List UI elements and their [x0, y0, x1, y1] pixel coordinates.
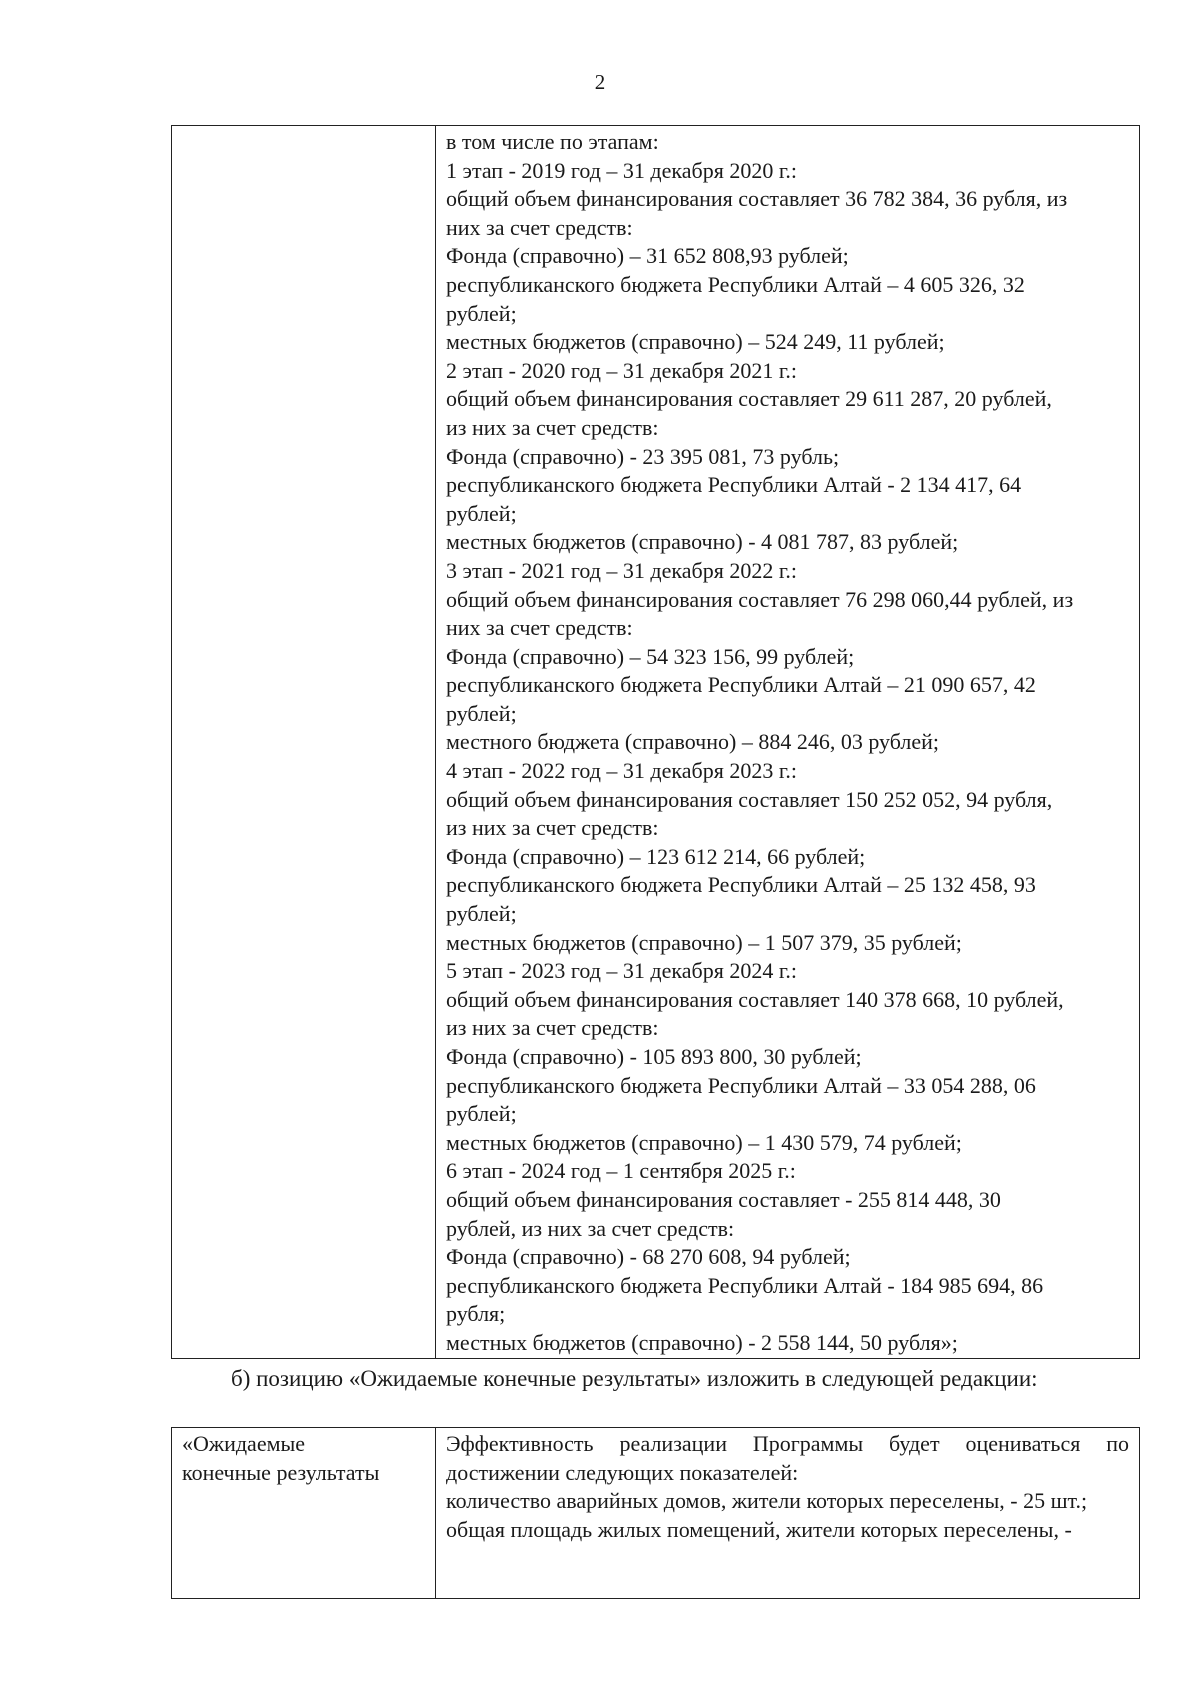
- financing-line: общий объем финансирования составляет 76 298 060,44 рублей, из: [446, 586, 1074, 612]
- financing-stage-6-heading: 6 этап - 2024 год – 1 сентября 2025 г.:: [446, 1158, 796, 1184]
- financing-line: общий объем финансирования составляет 29 611 287, 20 рублей,: [446, 386, 1052, 412]
- results-content-paragraph-2: [446, 1487, 1129, 1516]
- financing-line: из них за счет средств:: [446, 414, 659, 440]
- financing-line: Фонда (справочно) - 68 270 608, 94 рублей;: [446, 1244, 851, 1270]
- financing-line: республиканского бюджета Республики Алтай – 21 090 657, 42: [446, 672, 1036, 698]
- financing-line: общий объем финансирования составляет - 255 814 448, 30: [446, 1186, 1001, 1212]
- results-label-line: «Ожидаемые: [182, 1431, 306, 1456]
- financing-line: них за счет средств:: [446, 214, 633, 240]
- financing-line: Фонда (справочно) - 23 395 081, 73 рубль;: [446, 443, 840, 469]
- results-table: [171, 1427, 1140, 1599]
- results-content-paragraph-1: [446, 1430, 1129, 1487]
- financing-stage-2-heading: 2 этап - 2020 год – 31 декабря 2021 г.:: [446, 357, 797, 383]
- financing-line: Фонда (справочно) – 54 323 156, 99 рублей;: [446, 643, 855, 669]
- results-table-content-cell: [436, 1428, 1140, 1599]
- financing-line: Фонда (справочно) – 31 652 808,93 рублей;: [446, 243, 849, 269]
- financing-line: рублей;: [446, 700, 517, 726]
- financing-stage-3-heading: 3 этап - 2021 год – 31 декабря 2022 г.:: [446, 557, 797, 583]
- financing-table-content-cell: [436, 126, 1140, 1359]
- financing-line: них за счет средств:: [446, 615, 633, 641]
- financing-line: из них за счет средств:: [446, 815, 659, 841]
- financing-line: рублей;: [446, 500, 517, 526]
- financing-line: республиканского бюджета Республики Алтай - 2 134 417, 64: [446, 472, 1022, 498]
- results-content-line: количество аварийных домов, жители которых переселены, - 25: [446, 1488, 1046, 1514]
- page-number: 2: [594, 70, 606, 94]
- financing-line: местных бюджетов (справочно) - 2 558 144, 50 рубля»;: [446, 1329, 958, 1355]
- financing-stage-4-heading: 4 этап - 2022 год – 31 декабря 2023 г.:: [446, 758, 797, 784]
- financing-line: в том числе по этапам:: [446, 129, 659, 154]
- paragraph-b: б) позицию «Ожидаемые конечные результаты» изложить в следующей редакции:: [231, 1366, 1038, 1391]
- financing-line: республиканского бюджета Республики Алтай - 184 985 694, 86: [446, 1272, 1044, 1298]
- financing-table-row: [172, 126, 1140, 1359]
- financing-table-label-cell: [172, 126, 436, 1359]
- financing-line: общий объем финансирования составляет 36 782 384, 36 рубля, из: [446, 186, 1068, 212]
- results-label-line: конечные результаты: [182, 1459, 380, 1485]
- financing-line: общий объем финансирования составляет 150 252 052, 94 рубля,: [446, 786, 1053, 812]
- financing-line: рублей;: [446, 1101, 517, 1127]
- financing-line: местных бюджетов (справочно) – 524 249, 11 рублей;: [446, 329, 945, 355]
- financing-line: рублей;: [446, 901, 517, 927]
- financing-line: общий объем финансирования составляет 140 378 668, 10 рублей,: [446, 986, 1064, 1012]
- financing-line: республиканского бюджета Республики Алтай – 4 605 326, 32: [446, 271, 1025, 297]
- results-table-row: [172, 1428, 1140, 1599]
- financing-line: из них за счет средств:: [446, 1015, 659, 1041]
- financing-line: рублей, из них за счет средств:: [446, 1215, 735, 1241]
- financing-stage-1-heading: 1 этап - 2019 год – 31 декабря 2020 г.:: [446, 157, 797, 183]
- financing-table: [171, 125, 1140, 1359]
- financing-line: местных бюджетов (справочно) – 1 430 579, 74 рублей;: [446, 1129, 962, 1155]
- financing-line: Фонда (справочно) – 123 612 214, 66 рублей;: [446, 843, 866, 869]
- results-content-line: общая площадь жилых помещений, жители которых переселены, -: [446, 1516, 1072, 1542]
- results-content-line: достижении следующих показателей:: [446, 1459, 799, 1485]
- financing-line: рубля;: [446, 1301, 506, 1327]
- financing-line: республиканского бюджета Республики Алтай – 25 132 458, 93: [446, 872, 1036, 898]
- financing-line: местных бюджетов (справочно) - 4 081 787, 83 рублей;: [446, 529, 959, 555]
- financing-line: Фонда (справочно) - 105 893 800, 30 рублей;: [446, 1044, 862, 1069]
- financing-line: республиканского бюджета Республики Алтай – 33 054 288, 06: [446, 1072, 1036, 1098]
- financing-stage-5-heading: 5 этап - 2023 год – 31 декабря 2024 г.:: [446, 958, 797, 984]
- financing-line: рублей;: [446, 300, 517, 326]
- results-content-line: шт.;: [1050, 1488, 1088, 1514]
- results-content-line: Эффективность реализации Программы будет оцениваться по: [446, 1431, 1129, 1456]
- financing-line: местного бюджета (справочно) – 884 246, 03 рублей;: [446, 729, 940, 755]
- results-table-label-cell: [172, 1428, 436, 1599]
- financing-line: местных бюджетов (справочно) – 1 507 379, 35 рублей;: [446, 929, 962, 955]
